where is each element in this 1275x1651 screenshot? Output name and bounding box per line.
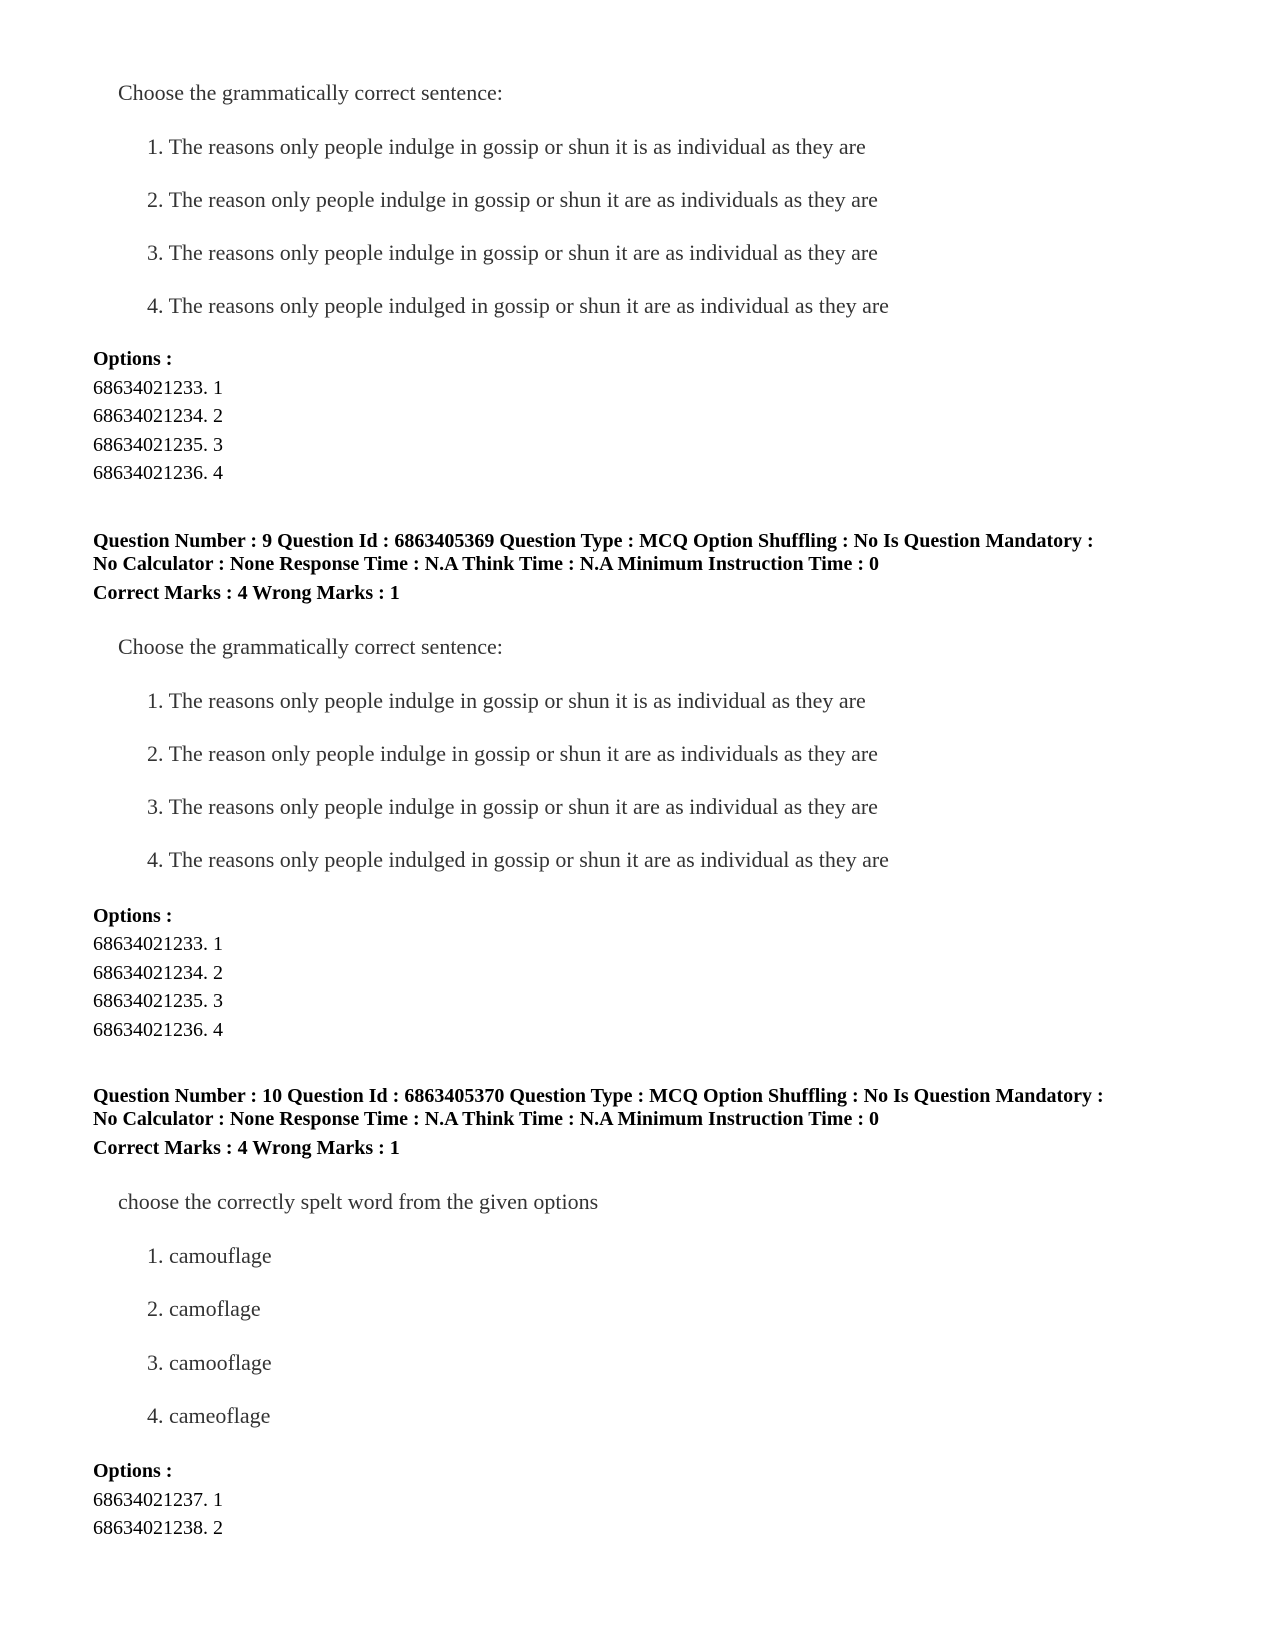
question-prompt: Choose the grammatically correct sentence: [118,634,503,659]
choice-4: 4. The reasons only people indulged in gossip or shun it are as individual as they are [147,847,889,872]
choice-1: 1. The reasons only people indulge in gossip or shun it is as individual as they are [147,134,866,159]
option-3: 68634021235. 3 [93,990,223,1012]
question-marks: Correct Marks : 4 Wrong Marks : 1 [93,582,400,604]
choice-2: 2. The reason only people indulge in gossip or shun it are as individuals as they are [147,187,878,212]
choice-2: 2. The reason only people indulge in gossip or shun it are as individuals as they are [147,741,878,766]
choice-3: 3. camooflage [147,1350,272,1375]
question-meta-line-1: Question Number : 9 Question Id : 6863405369 Question Type : MCQ Option Shuffling : No Is Question Mandatory : [93,530,1094,552]
choice-2: 2. camoflage [147,1296,261,1321]
options-label: Options : [93,1460,173,1482]
question-meta-line-1: Question Number : 10 Question Id : 6863405370 Question Type : MCQ Option Shuffling : No Is Question Mandatory : [93,1085,1104,1107]
option-2: 68634021234. 2 [93,962,223,984]
question-prompt: Choose the grammatically correct sentence: [118,80,503,105]
choice-3: 3. The reasons only people indulge in gossip or shun it are as individual as they are [147,794,878,819]
question-meta-line-2: No Calculator : None Response Time : N.A Think Time : N.A Minimum Instruction Time : 0 [93,1108,879,1130]
choice-1: 1. The reasons only people indulge in gossip or shun it is as individual as they are [147,688,866,713]
option-2: 68634021238. 2 [93,1517,223,1539]
choice-4: 4. The reasons only people indulged in gossip or shun it are as individual as they are [147,293,889,318]
option-1: 68634021237. 1 [93,1489,223,1511]
choice-4: 4. cameoflage [147,1403,271,1428]
option-2: 68634021234. 2 [93,405,223,427]
choice-3: 3. The reasons only people indulge in gossip or shun it are as individual as they are [147,240,878,265]
question-meta-line-2: No Calculator : None Response Time : N.A Think Time : N.A Minimum Instruction Time : 0 [93,553,879,575]
option-4: 68634021236. 4 [93,1019,223,1041]
question-marks: Correct Marks : 4 Wrong Marks : 1 [93,1137,400,1159]
option-3: 68634021235. 3 [93,434,223,456]
choice-1: 1. camouflage [147,1243,272,1268]
options-label: Options : [93,348,173,370]
question-prompt: choose the correctly spelt word from the given options [118,1189,599,1214]
option-1: 68634021233. 1 [93,933,223,955]
option-4: 68634021236. 4 [93,462,223,484]
options-label: Options : [93,905,173,927]
option-1: 68634021233. 1 [93,377,223,399]
